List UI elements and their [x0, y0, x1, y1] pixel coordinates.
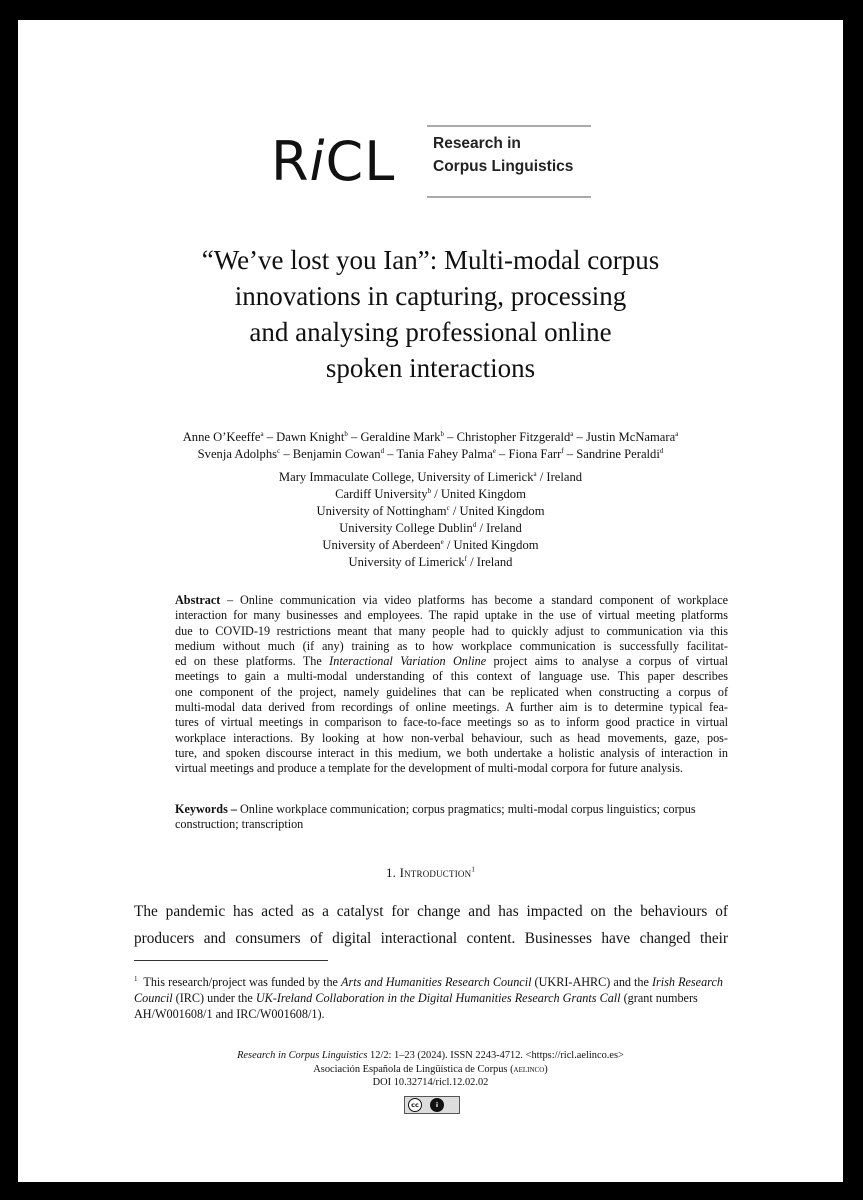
logo-line-1: Research in: [433, 135, 521, 152]
section-heading: 1. Introduction$^1$: [385, 865, 476, 880]
abstract-line: meetings to gain a multi-modal understanding of this context of language use. This paper describes: [175, 669, 728, 684]
keywords: [175, 802, 728, 833]
title-line: innovations in capturing, processing: [234, 281, 627, 311]
author-sup: d: [380, 446, 385, 455]
author: Benjamin Cowan: [292, 447, 381, 461]
author-sup: c: [277, 446, 281, 455]
footnote: $^1$ This research/project was funded by the Arts and Humanities Research Council (UKRI-AHRC) and the Irish Research Council (IRC) under the UK-Ireland Collaboration in the Digital Humanities Research Grants Call (grant numbers AH/W001608/1 and IRC/W001608/1).: [134, 974, 723, 1021]
author: Sandrine Peraldi: [576, 447, 660, 461]
author: Tania Fahey Palma: [396, 447, 493, 461]
author: Dawn Knight: [276, 430, 345, 444]
footnote-marker: 1: [134, 974, 138, 983]
affiliation: University of Limerick$^f$ / Ireland: [348, 554, 513, 569]
abstract-line: Abstract – Online communication via video platforms has become a standard component of workplace: [175, 593, 729, 607]
document-page: [18, 20, 843, 1182]
logo-mark: RiCL: [271, 130, 396, 193]
author-sup: a: [260, 429, 264, 438]
by-icon: i: [430, 1098, 444, 1112]
title-line: spoken interactions: [325, 353, 536, 383]
title-line: “We’ve lost you Ian”: Multi-modal corpus: [201, 245, 660, 275]
author-sup: f: [561, 446, 564, 455]
footnote-rule: [134, 960, 328, 961]
abstract-line: ture, and spoken discourse interact in this medium, we both undertake a holistic analysis of interaction in: [175, 745, 728, 760]
author-sup: b: [344, 429, 348, 438]
affiliation: University of Aberdeen$^e$ / United Kingdom: [322, 537, 539, 552]
abstract-line: due to COVID-19 restrictions meant that many people had to quickly adjust to communication via this: [175, 623, 728, 638]
footer-doi: DOI 10.32714/ricl.12.02.02: [372, 1077, 489, 1089]
keywords-label: Keywords –: [175, 802, 237, 816]
title-line: and analysing professional online: [249, 317, 612, 347]
abstract-line: one component of the project, namely guidelines that can be replicated when constructing a corpus of: [175, 684, 728, 699]
project-name: Interactional Variation Online: [329, 654, 487, 669]
abstract-label: Abstract: [175, 593, 221, 607]
abstract-line: workplace interactions. By looking at how non-verbal behaviour, such as head movements, gaze, pos-: [175, 730, 728, 745]
keywords-text: Online workplace communication; corpus pragmatics; multi-modal corpus linguistics; corpus construction; transcription: [175, 802, 696, 832]
affiliation: University of Nottingham$^c$ / United Kingdom: [316, 503, 545, 518]
author: Fiona Farr: [508, 447, 562, 461]
author: Geraldine Mark: [360, 430, 441, 444]
logo-rule-bottom: [427, 196, 591, 198]
author-sup: d: [659, 446, 664, 455]
affiliation: University College Dublin$^d$ / Ireland: [339, 520, 522, 535]
author: Christopher Fitzgerald: [456, 430, 571, 444]
affiliation: Mary Immaculate College, University of Limerick$^a$ / Ireland: [278, 469, 583, 484]
author: Anne O’Keeffe: [182, 430, 261, 444]
abstract: [175, 593, 728, 777]
page-footer: [18, 1049, 843, 1090]
author-sup: b: [440, 429, 445, 438]
affiliation-list: [198, 469, 663, 571]
logo-line-2: Corpus Linguistics: [433, 158, 574, 175]
cc-icon: cc: [408, 1098, 422, 1112]
cc-by-license-badge[interactable]: [404, 1096, 460, 1114]
author-sup: a: [570, 429, 574, 438]
abstract-line: multi-modal data derived from recordings of online meetings. A further aim is to determine typical fea-: [175, 700, 728, 715]
section-title: Introduction: [399, 865, 472, 880]
affiliation: Cardiff University$^b$ / United Kingdom: [335, 486, 526, 501]
author-sup: a: [675, 429, 679, 438]
footer-citation: Research in Corpus Linguistics 12/2: 1–23 (2024). ISSN 2243-4712. <https://ricl.aelinco.es>: [237, 1050, 624, 1061]
author-list-line-1: Anne O’Keeffe$^a$ – Dawn Knight$^b$ – Geraldine Mark$^b$ – Christopher Fitzgerald$^a$ – Justin McNamara$^a$: [182, 429, 679, 444]
footer-association: Asociación Española de Lingüística de Corpus (aelinco): [313, 1063, 548, 1075]
abstract-line: interaction for many businesses and employees. The rapid uptake in the use of virtual meeting platforms: [175, 608, 728, 623]
abstract-line: medium without much (if any) training as to how workplace communication is successfully facilitat-: [175, 638, 728, 653]
abstract-line: tures of virtual meetings in comparison to face-to-face meetings so as to inform good practice in virtual: [175, 715, 728, 730]
journal-logo: [271, 123, 611, 207]
abstract-line: virtual meetings and produce a template for the development of multi-modal corpora for future analysis.: [175, 761, 683, 776]
body-text: [134, 898, 728, 952]
author-list-line-2: Svenja Adolphs$^c$ – Benjamin Cowan$^d$ – Tania Fahey Palma$^e$ – Fiona Farr$^f$ – Sandrine Peraldi$^d$: [197, 446, 664, 461]
author-sup: e: [492, 446, 496, 455]
author: Justin McNamara: [586, 430, 676, 444]
abstract-line: ed on these platforms. The Interactional Variation Online project aims to analyse a corpus of virtual: [175, 654, 728, 669]
body-line: The pandemic has acted as a catalyst for change and has impacted on the behaviours of: [134, 903, 728, 920]
logo-rule-top: [427, 125, 591, 127]
paper-title: [108, 242, 753, 386]
footnote-ref: 1: [471, 865, 476, 874]
author: Svenja Adolphs: [197, 447, 278, 461]
body-line: producers and consumers of digital interactional content. Businesses have changed their: [134, 930, 728, 947]
